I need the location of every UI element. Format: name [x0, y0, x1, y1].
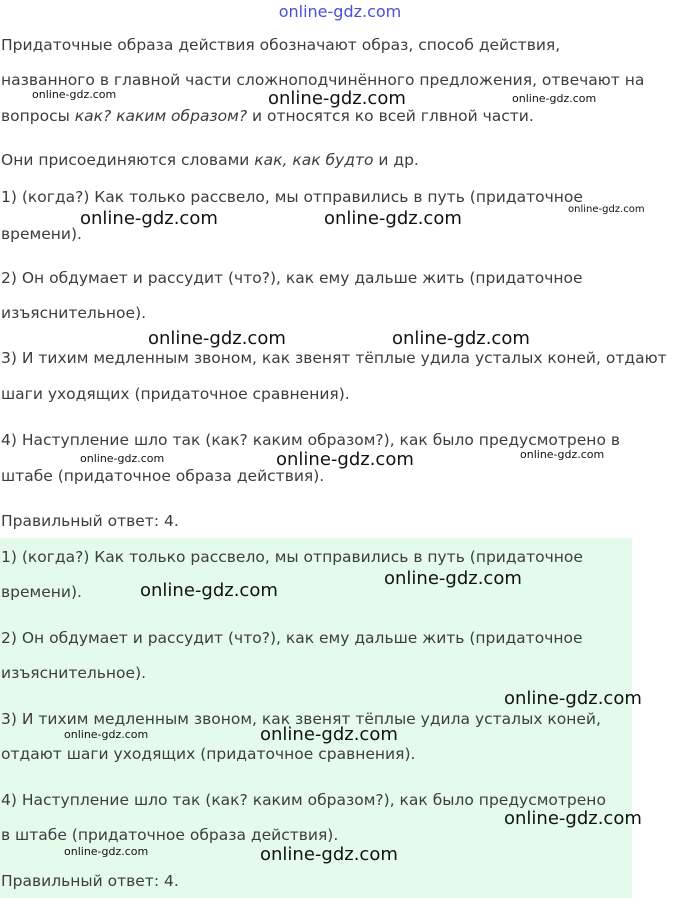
answer-example-3-line-1: 3) И тихим медленным звоном, как звенят тёплые удила усталых коней,	[1, 710, 601, 728]
watermark: online-gdz.com	[568, 204, 645, 215]
watermark: online-gdz.com	[268, 88, 406, 109]
watermark: online-gdz.com	[504, 688, 642, 709]
watermark: online-gdz.com	[512, 92, 597, 105]
answer-example-1-line-1: 1) (когда?) Как только рассвело, мы отправились в путь (придаточное	[1, 548, 583, 566]
example-2-line-1: 2) Он обдумает и рассудит (что?), как ему дальше жить (придаточное	[1, 269, 583, 287]
watermark: online-gdz.com	[384, 568, 522, 589]
example-4-line-2: штабе (придаточное образа действия).	[1, 467, 325, 485]
watermark: online-gdz.com	[140, 580, 278, 601]
example-1-line-1: 1) (когда?) Как только рассвело, мы отправились в путь (придаточное	[1, 188, 583, 206]
watermark: online-gdz.com	[260, 724, 398, 745]
intro-line-2: названного в главной части сложноподчинённого предложения, отвечают на	[1, 71, 645, 89]
watermark: online-gdz.com	[64, 728, 149, 741]
watermark: online-gdz.com	[392, 328, 530, 349]
answer-example-1-line-2: времени).	[1, 583, 82, 601]
watermark: online-gdz.com	[64, 845, 149, 858]
intro-question-words: как? каким образом?	[74, 107, 248, 125]
answer-example-2-line-2: изъяснительное).	[1, 664, 147, 682]
site-logo[interactable]: online-gdz.com	[278, 2, 402, 21]
watermark: online-gdz.com	[80, 452, 165, 465]
intro-line-3	[1, 106, 534, 126]
join-end: и др.	[373, 151, 419, 169]
watermark: online-gdz.com	[520, 448, 605, 461]
answer-example-2-line-1: 2) Он обдумает и рассудит (что?), как ему дальше жить (придаточное	[1, 629, 583, 647]
watermark: online-gdz.com	[276, 449, 414, 470]
watermark: online-gdz.com	[324, 208, 462, 229]
answer-block-answer-line: Правильный ответ: 4.	[1, 872, 179, 890]
answer-example-4-line-2: в штабе (придаточное образа действия).	[1, 826, 339, 844]
example-3-line-2: шаги уходящих (придаточное сравнения).	[1, 385, 350, 403]
answer-example-4-line-1: 4) Наступление шло так (как? каким образом?), как было предусмотрено	[1, 791, 606, 809]
watermark: online-gdz.com	[80, 208, 218, 229]
watermark: online-gdz.com	[260, 844, 398, 865]
watermark: online-gdz.com	[32, 88, 117, 101]
example-4-line-1: 4) Наступление шло так (как? каким образом?), как было предусмотрено в	[1, 431, 620, 449]
intro-line-3-end: и относятся ко всей глвной части.	[247, 107, 534, 125]
example-3-line-1: 3) И тихим медленным звоном, как звенят тёплые удила усталых коней, отдают	[1, 349, 667, 367]
example-1-line-2: времени).	[1, 225, 82, 243]
join-words: как, как будто	[254, 151, 374, 169]
join-text: Они присоединяются словами	[1, 151, 255, 169]
intro-line-3-text: вопросы	[1, 107, 75, 125]
join-line	[1, 150, 419, 170]
example-2-line-2: изъяснительное).	[1, 304, 147, 322]
answer-line: Правильный ответ: 4.	[1, 512, 179, 530]
answer-example-3-line-2: отдают шаги уходящих (придаточное сравнения).	[1, 745, 416, 763]
intro-line-1: Придаточные образа действия обозначают образ, способ действия,	[1, 36, 561, 54]
watermark: online-gdz.com	[148, 328, 286, 349]
watermark: online-gdz.com	[504, 808, 642, 829]
